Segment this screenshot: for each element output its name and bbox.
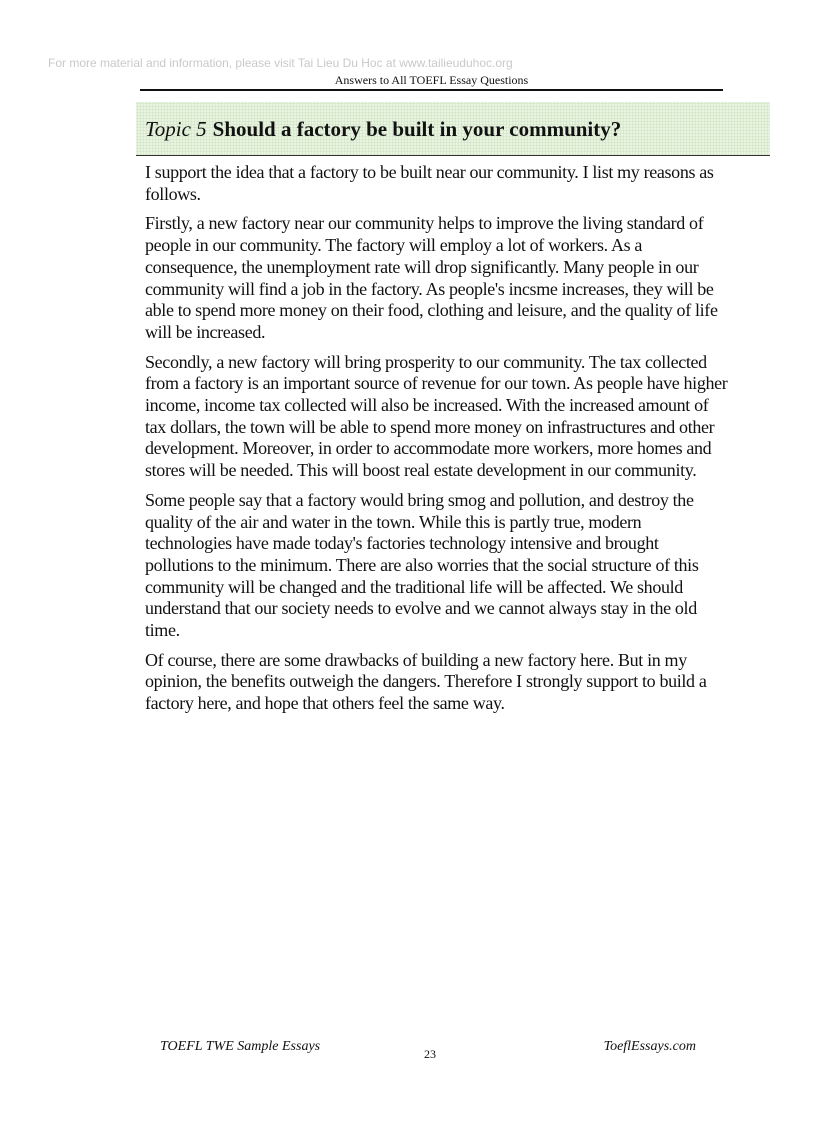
footer-book-title: TOEFL TWE Sample Essays bbox=[160, 1039, 321, 1054]
topic-heading bbox=[145, 117, 621, 142]
essay-paragraph-1: I support the idea that a factory to be built near our community. I list my reasons as follows. bbox=[145, 162, 714, 204]
essay-paragraph-4: Some people say that a factory would bring smog and pollution, and destroy the quality of the air and water in the town. While this is partly true, modern technologies have made today's factories technology intensive and brought pollutions to the minimum. There are also worries that the social structure of this community will be changed and the traditional life will be affected. We should understand that our society needs to evolve and we cannot always stay in the old time. bbox=[145, 489, 699, 641]
essay-paragraph-3: Secondly, a new factory will bring prosperity to our community. The tax collected from a factory is an important source of revenue for our town. As people have higher income, income tax collected will also be increased. With the increased amount of tax dollars, the town will be able to spend more money on infrastructures and other development. Moreover, in order to accommodate more workers, more homes and stores will be needed. This will boost real estate development in our community. bbox=[145, 351, 728, 481]
footer-website: ToeflEssays.com bbox=[603, 1039, 696, 1054]
essay-body bbox=[145, 162, 728, 723]
watermark-text: For more material and information, please visit Tai Lieu Du Hoc at www.tailieuduhoc.org bbox=[48, 56, 513, 70]
header-rule bbox=[140, 89, 723, 91]
topic-label: Topic 5 bbox=[145, 117, 207, 141]
page-number: 23 bbox=[424, 1047, 436, 1061]
essay-paragraph-2: Firstly, a new factory near our community helps to improve the living standard of people in our community. The factory will employ a lot of workers. As a consequence, the unemployment rate will drop significantly. Many people in our community will find a job in the factory. As people's incsme increases, they will be able to spend more money on their food, clothing and leisure, and the quality of life will be increased. bbox=[145, 213, 718, 342]
running-header: Answers to All TOEFL Essay Questions bbox=[334, 73, 529, 87]
topic-question: Should a factory be built in your community? bbox=[212, 117, 622, 141]
essay-paragraph-5: Of course, there are some drawbacks of building a new factory here. But in my opinion, the benefits outweigh the dangers. Therefore I strongly support to build a factory here, and hope that others feel the same way. bbox=[145, 649, 707, 714]
